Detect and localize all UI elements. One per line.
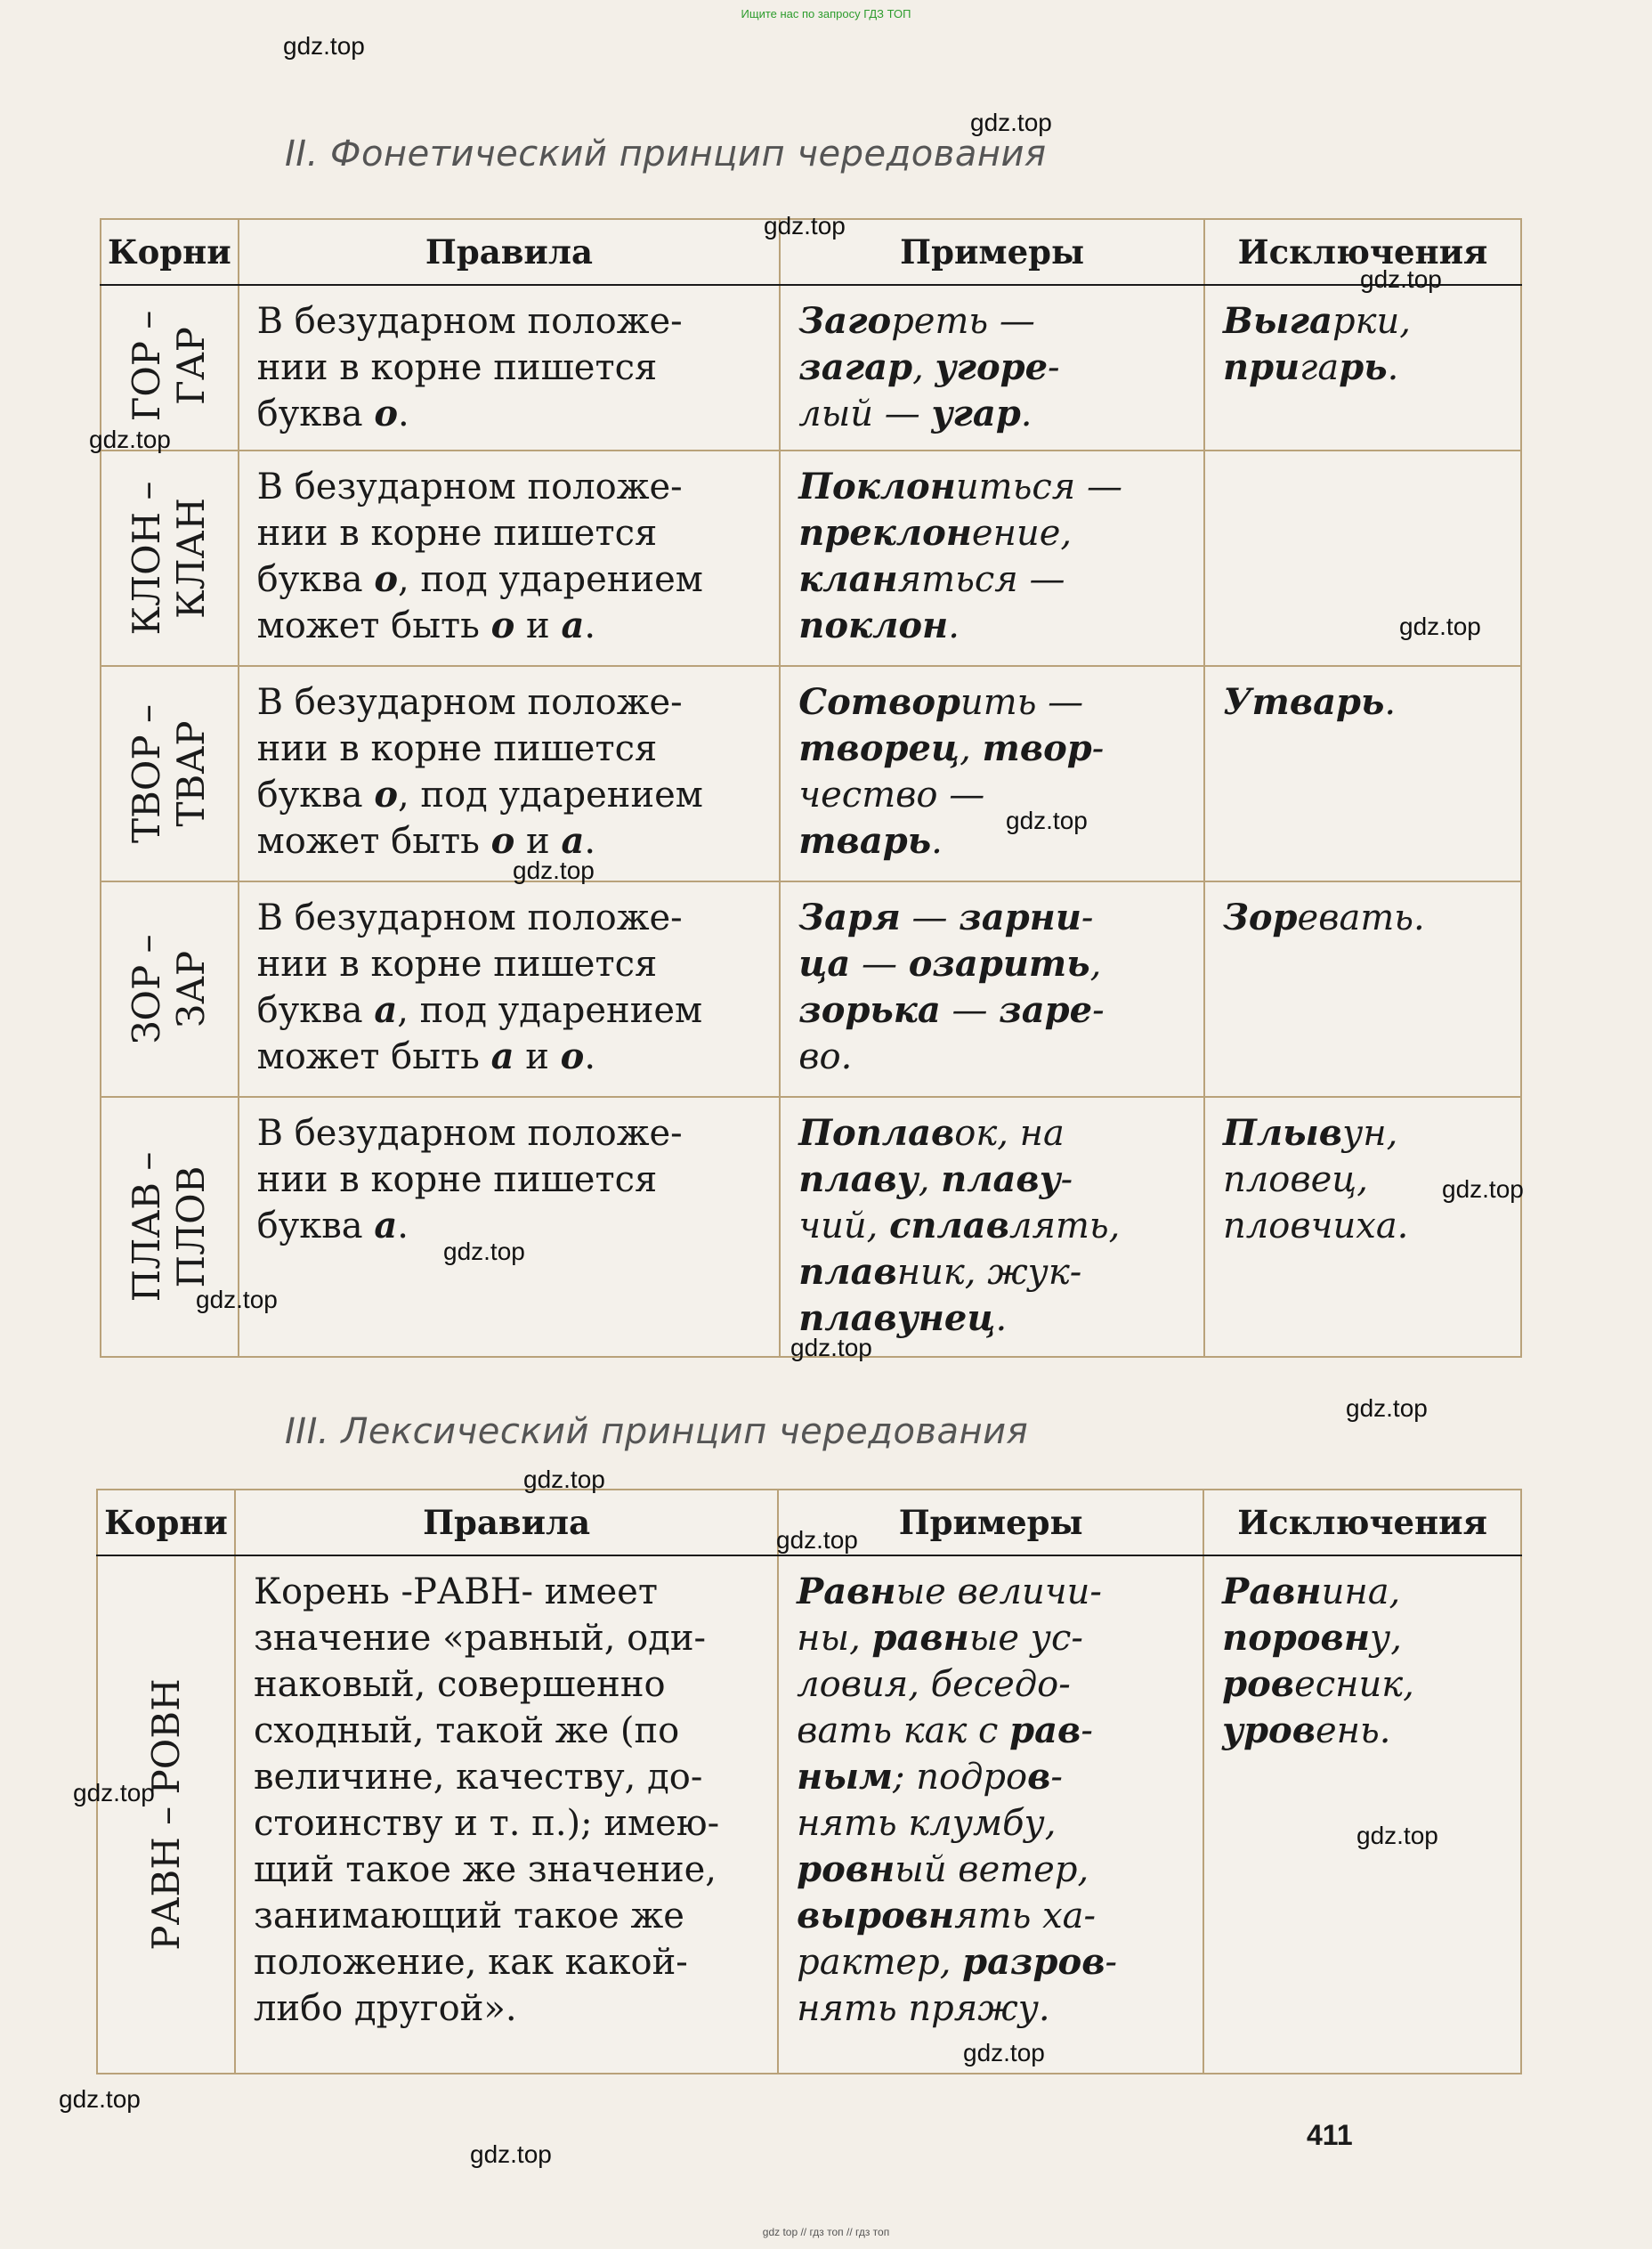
examples-cell: Заря — зарни- ца — озарить, зорька — заре- во. [780,881,1204,1097]
table-row [101,451,1521,666]
phonetic-table [100,218,1522,1358]
root-cell [97,1555,235,2074]
rule-cell: В безударном положе- нии в корне пишется буква о. [239,285,781,451]
watermark: gdz.top [196,1286,278,1313]
header-roots: Корни [101,219,239,285]
watermark: gdz.top [443,1238,525,1265]
exceptions-cell: Плывун, пловец, пловчиха. [1204,1097,1521,1357]
watermark: gdz.top [764,212,846,240]
section-2-title: II. Фонетический принцип чередования [285,134,1047,175]
section-3-title: III. Лексический принцип чередования [285,1411,1029,1452]
table-row [101,285,1521,451]
header-rules: Правила [239,219,781,285]
watermark: gdz.top [1399,613,1481,640]
header-examples: Примеры [780,219,1204,285]
table-row [101,1097,1521,1357]
examples-cell: Равные величи- ны, равные ус- ловия, беседо- вать как с рав- ным; подров- нять клумбу, ровный ветер, выровнять ха- рактер, разров- нять пряжу. [778,1555,1203,2074]
exceptions-cell: Равнина, поровну, ровесник, уровень. [1203,1555,1521,2074]
exceptions-cell: Зоревать. [1204,881,1521,1097]
watermark: gdz.top [523,1466,605,1493]
header-exceptions: Исключения [1204,219,1521,285]
watermark: gdz.top [470,2140,552,2168]
root-cell [101,1097,239,1357]
watermark: gdz.top [283,32,365,60]
header-examples: Примеры [778,1490,1203,1555]
lexical-table [96,1489,1522,2074]
table-row [97,1555,1521,2074]
root-label: ЗОР – ЗАР [125,934,214,1044]
watermark: gdz.top [970,109,1052,136]
watermark: gdz.top [1346,1394,1428,1422]
top-banner[interactable]: Ищите нас по запросу ГДЗ ТОП [741,7,911,20]
root-label: ТВОР – ТВАР [125,704,214,843]
header-rules: Правила [235,1490,778,1555]
exceptions-cell: Выгарки, пригарь. [1204,285,1521,451]
watermark: gdz.top [1442,1175,1524,1203]
rule-cell: Корень -РАВН- имеет значение «равный, оди- наковый, совершенно сходный, такой же (по величине, качеству, до- стоинству и т. п.); имею- щий такое же значение, занимающий такое же положение, как какой- либо другой». [235,1555,778,2074]
watermark: gdz.top [1006,807,1088,834]
rule-cell: В безударном положе- нии в корне пишется буква а. [239,1097,781,1357]
root-label: КЛОН – КЛАН [125,481,214,636]
bottom-banner[interactable]: gdz top // гдз топ // гдз топ [762,2226,890,2238]
watermark: gdz.top [513,857,595,884]
rule-cell: В безударном положе- нии в корне пишется буква о, под ударением может быть о и а. [239,451,781,666]
examples-cell: Поклониться — преклонение, кланяться — поклон. [780,451,1204,666]
watermark: gdz.top [963,2039,1045,2066]
examples-cell: Сотворить — творец, твор- чество — тварь. [780,666,1204,881]
page-number: 411 [1307,2119,1353,2151]
watermark: gdz.top [73,1779,155,1807]
root-cell [101,881,239,1097]
header-exceptions: Исключения [1203,1490,1521,1555]
root-label: ГОР – ГАР [125,310,214,422]
watermark: gdz.top [790,1334,872,1361]
watermark: gdz.top [89,426,171,453]
header-roots: Корни [97,1490,235,1555]
root-cell [101,451,239,666]
root-label: РАВН – РОВН [143,1678,188,1951]
table-row [101,881,1521,1097]
table-row [101,666,1521,881]
examples-cell: Загореть — загар, угоре- лый — угар. [780,285,1204,451]
watermark: gdz.top [1360,265,1442,293]
rule-cell: В безударном положе- нии в корне пишется буква о, под ударением может быть о и а. [239,666,781,881]
watermark: gdz.top [59,2085,141,2113]
root-label: ПЛАВ – ПЛОВ [125,1151,214,1303]
root-cell [101,666,239,881]
exceptions-cell: Утварь. [1204,666,1521,881]
rule-cell: В безударном положе- нии в корне пишется буква а, под ударением может быть а и о. [239,881,781,1097]
watermark: gdz.top [776,1526,858,1554]
examples-cell: Поплавок, на плаву, плаву- чий, сплавлять, плавник, жук- плавунец. [780,1097,1204,1357]
watermark: gdz.top [1356,1822,1438,1849]
